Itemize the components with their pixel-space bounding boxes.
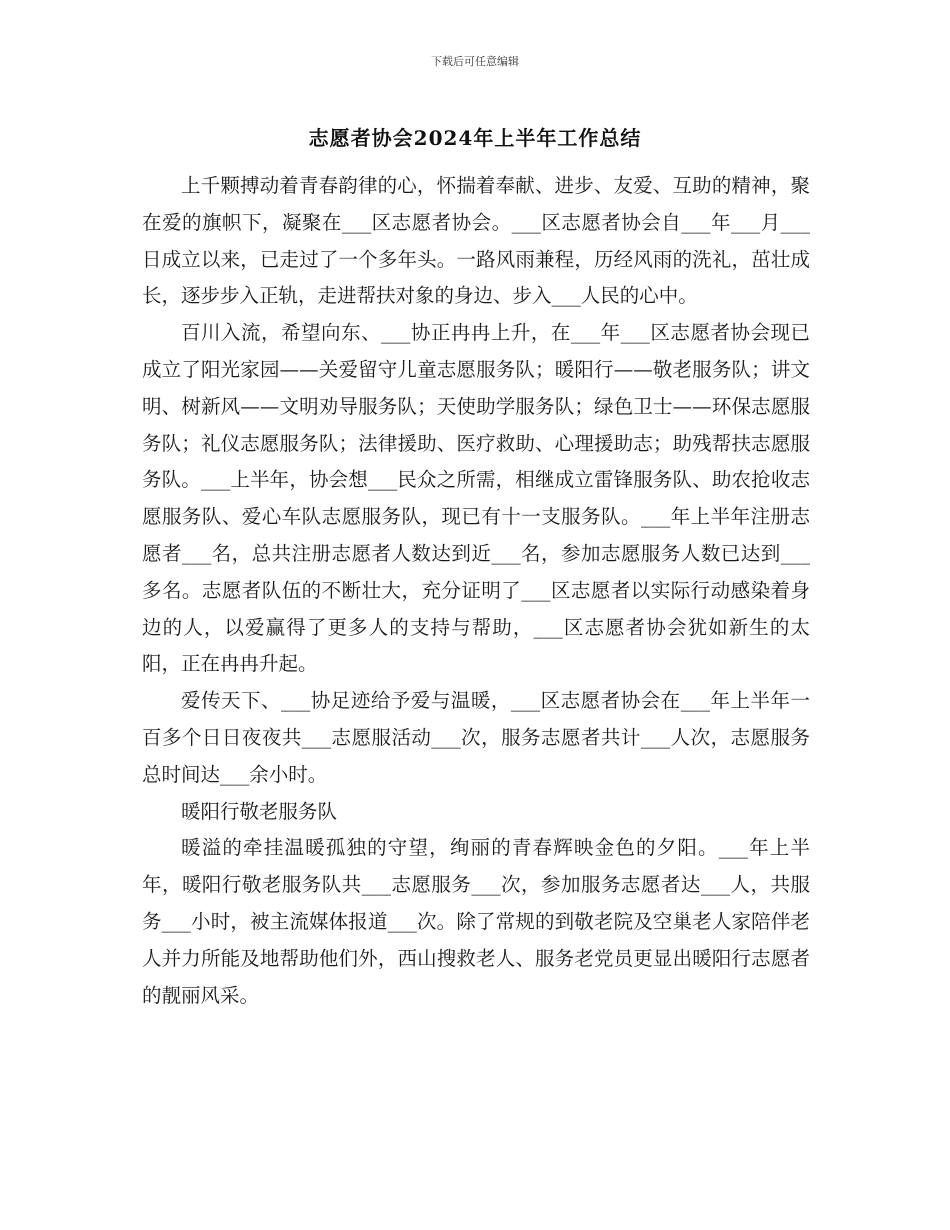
paragraph-service-teams: 百川入流，希望向东、___协正冉冉上升，在___年___区志愿者协会现已成立了阳光家园——关爱留守儿童志愿服务队；暖阳行——敬老服务队；讲文明、树新风——文明劝导服务队；天使助学服务队；绿色卫士——环保志愿服务队；礼仪志愿服务队；法律援助、医疗救助、心理援助志；助残帮扶志愿服务队。___上半年，协会想___民众之所需，相继成立雷锋服务队、助农抢收志愿服务队、爱心车队志愿服务队，现已有十一支服务队。___年上半年注册志愿者___名，总共注册志愿者人数达到近___名，参加志愿服务人数已达到___多名。志愿者队伍的不断壮大，充分证明了___区志愿者以实际行动感染着身边的人，以爱赢得了更多人的支持与帮助，___区志愿者协会犹如新生的太阳，正在冉冉升起。 <box>142 321 810 676</box>
paragraph-elderly-service: 暖溢的牵挂温暖孤独的守望，绚丽的青春辉映金色的夕阳。___年上半年，暖阳行敬老服务队共___志愿服务___次，参加服务志愿者达___人，共服务___小时，被主流媒体报道___次。除了常规的到敬老院及空巢老人家陪伴老人并力所能及地帮助他们外，西山搜救老人、服务老党员更显出暖阳行志愿者的靓丽风采。 <box>142 836 810 1007</box>
header-note: 下载后可任意编辑 <box>431 55 519 68</box>
document-body <box>142 168 810 1014</box>
document-title: 志愿者协会2024年上半年工作总结 <box>308 126 642 150</box>
section-subheading: 暖阳行敬老服务队 <box>181 799 338 823</box>
paragraph-intro: 上千颗搏动着青春韵律的心，怀揣着奉献、进步、友爱、互助的精神，聚在爱的旗帜下，凝聚在___区志愿者协会。___区志愿者协会自___年___月___日成立以来，已走过了一个多年头。一路风雨兼程，历经风雨的洗礼，茁壮成长，逐步步入正轨，走进帮扶对象的身边、步入___人民的心中。 <box>142 174 810 308</box>
paragraph-activity-summary: 爱传天下、___协足迹给予爱与温暖，___区志愿者协会在___年上半年一百多个日日夜夜共___志愿服活动___次，服务志愿者共计___人次，志愿服务总时间达___余小时。 <box>142 689 810 786</box>
